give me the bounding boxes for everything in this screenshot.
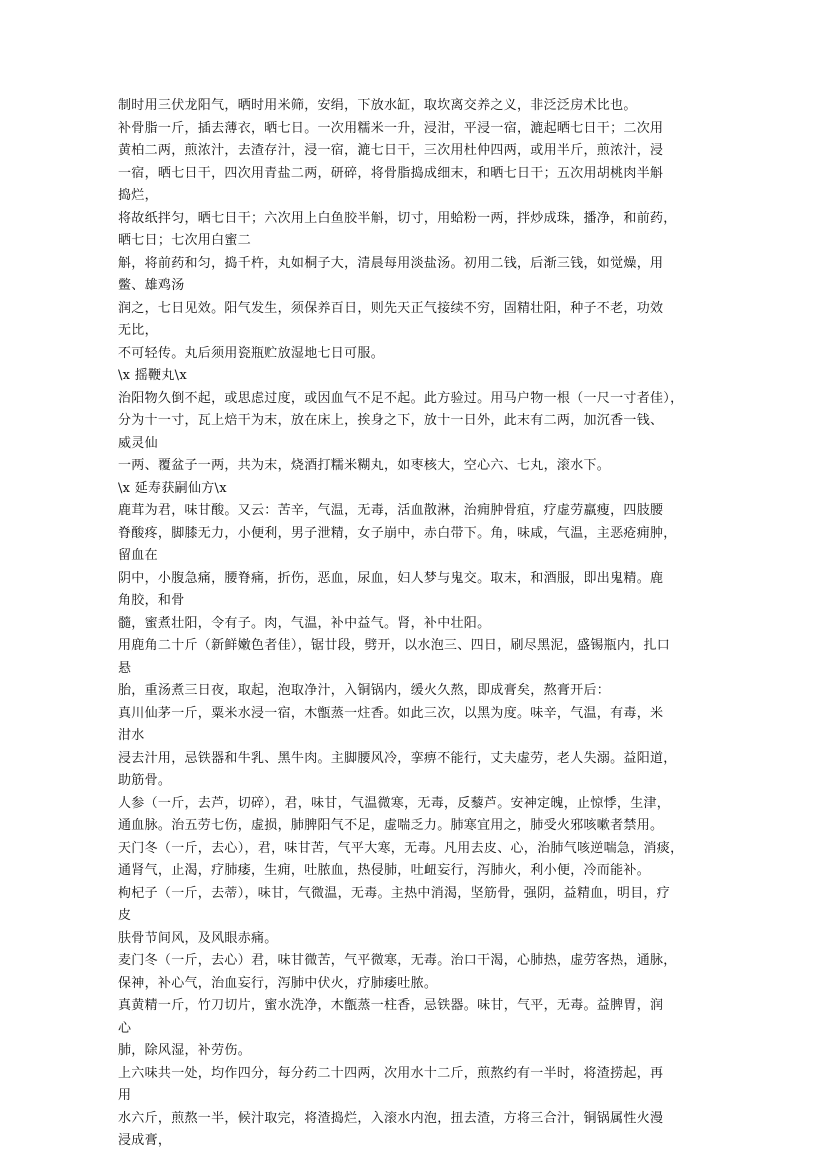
text-line: \x 延寿获嗣仙方\x [118,480,227,496]
text-line: 不可轻传。丸后须用瓷瓶贮放湿地七日可服。 [118,345,385,361]
text-line: 脊酸疼，脚膝无力，小便利，男子泄精，女子崩中，赤白带下。角，味咸，气温，主恶疮痈肿， [118,525,677,541]
text-line: 浸成膏， [118,1133,172,1148]
text-line: 通肾气，止渴，疗肺痿，生痈，吐脓血，热侵肺，吐衄妄行，泻肺火，利小便，冷而能补。 [118,863,651,878]
text-line: 人参（一斤，去芦，切碎），君，味甘，气温微寒，无毒，反藜芦。安神定魄，止惊悸，生津， [118,795,671,811]
text-line: 浸去汁用，忌铁器和牛乳、黑牛肉。主脚腰风冷，挛痹不能行，丈夫虚劳，老人失溺。益阳道， [118,750,677,766]
text-line: 一宿，晒七日干，四次用青盐二两，研碎，将骨脂捣成细末，和晒七日干；五次用胡桃肉半斛 [118,165,664,181]
text-line: 治阳物久倒不起，或思虑过度，或因血气不足不起。此方验过。用马户物一根（一尺一寸者佳）， [118,390,684,406]
text-line: 保神，补心气，治血妄行，泻肺中伏火，疗肺痿吐脓。 [118,975,438,991]
text-line: 留血在 [118,548,158,563]
text-line: 制时用三伏龙阳气，晒时用米筛，安绢，下放水缸，取坎离交养之义，非泛泛房术比也。 [118,98,637,113]
text-line: 一两、覆盆子一两，共为末，烧酒打糯米糊丸，如枣核大，空心六、七丸，滚水下。 [118,458,611,473]
text-line: 髓，蜜煮壮阳，令有子。肉，气温，补中益气。肾，补中壮阳。 [118,615,491,631]
text-line: 用鹿角二十斤（新鲜嫩色者佳），锯廿段，劈开，以水泡三、四日，刷尽黑泥，盛锡瓶内，扎口 [118,638,671,653]
text-line: 心 [118,1020,132,1036]
text-line: \x 摇鞭丸\x [118,368,187,383]
text-line: 通血脉。治五劳七伤，虚损，肺脾阳气不足，虚喘乏力。肺寒宜用之，肺受火邪咳嗽者禁用。 [118,818,664,833]
text-line: 补骨脂一斤，插去薄衣，晒七日。一次用糯米一升，浸泔，平浸一宿，漉起晒七日干；二次用 [118,120,664,136]
text-line: 助筋骨。 [118,773,172,788]
text-line: 皮 [118,908,132,923]
text-line: 分为十一寸，瓦上焙干为末，放在床上，挨身之下，放十一日外，此末有二两，加沉香一钱、 [118,413,664,428]
text-line: 无比， [118,323,158,338]
text-line: 角胶，和骨 [118,593,185,608]
text-line: 肺，除风湿，补劳伤。 [118,1043,252,1058]
text-line: 胎，重汤煮三日夜，取起，泡取净汁，入铜锅内，缓火久熬，即成膏矣，熬膏开后： [118,683,611,698]
document-body [118,95,700,1153]
text-line: 斛，将前药和匀，捣千杵，丸如桐子大，清晨每用淡盐汤。初用二钱，后渐三钱，如觉燥，用 [118,255,664,271]
text-line: 威灵仙 [118,435,158,451]
text-line: 枸杞子（一斤，去蒂），味甘，气微温，无毒。主热中消渴，坚筋骨，强阴，益精血，明目，疗 [118,885,671,901]
text-line: 真黄精一斤，竹刀切片，蜜水洗净，木甑蒸一柱香，忌铁器。味甘，气平，无毒。益脾胃，润 [118,998,664,1013]
text-line: 鹿茸为君，味甘酸。又云：苦辛，气温，无毒，活血散淋，治痈肿骨疽，疗虚劳羸瘦，四肢腰 [118,503,664,518]
text-line: 水六斤，煎熬一半，候汁取完，将渣捣烂，入滚水内泡，扭去渣，方将三合汁，铜锅属性火漫 [118,1110,664,1126]
text-line: 阴中，小腹急痛，腰脊痛，折伤，恶血，尿血，妇人梦与鬼交。取末，和酒服，即出鬼精。鹿 [118,570,664,586]
text-line: 捣烂， [118,188,158,203]
text-line: 肤骨节间风，及风眼赤痛。 [118,930,278,946]
text-line: 天门冬（一斤，去心），君，味甘苦，气平大寒，无毒。凡用去皮、心，治肺气咳逆喘急，消痰， [118,840,684,856]
text-line: 麦门冬（一斤，去心）君，味甘微苦，气平微寒，无毒。治口干渴，心肺热，虚劳客热，通脉， [118,953,677,968]
text-line: 鳖、雄鸡汤 [118,278,185,293]
text-line: 悬 [118,660,132,676]
text-line: 将故纸拌匀，晒七日干；六次用上白鱼胶半斛，切寸，用蛤粉一两，拌炒成珠，播净，和前药， [118,210,677,226]
text-line: 用 [118,1088,132,1103]
text-line: 黄柏二两，煎浓汁，去渣存汁，浸一宿，漉七日干，三次用杜仲四两，或用半斤，煎浓汁，浸 [118,143,664,158]
text-line: 晒七日；七次用白蜜二 [118,233,252,248]
text-line: 泔水 [118,728,145,743]
text-line: 润之，七日见效。阳气发生，须保养百日，则先天正气接续不穷，固精壮阳，种子不老，功效 [118,300,664,316]
text-line: 上六味共一处，均作四分，每分药二十四两，次用水十二斤，煎熬约有一半时，将渣捞起，再 [118,1065,664,1081]
text-line: 真川仙茅一斤，粟米水浸一宿，木甑蒸一炷香。如此三次，以黑为度。味辛，气温，有毒，米 [118,705,664,721]
